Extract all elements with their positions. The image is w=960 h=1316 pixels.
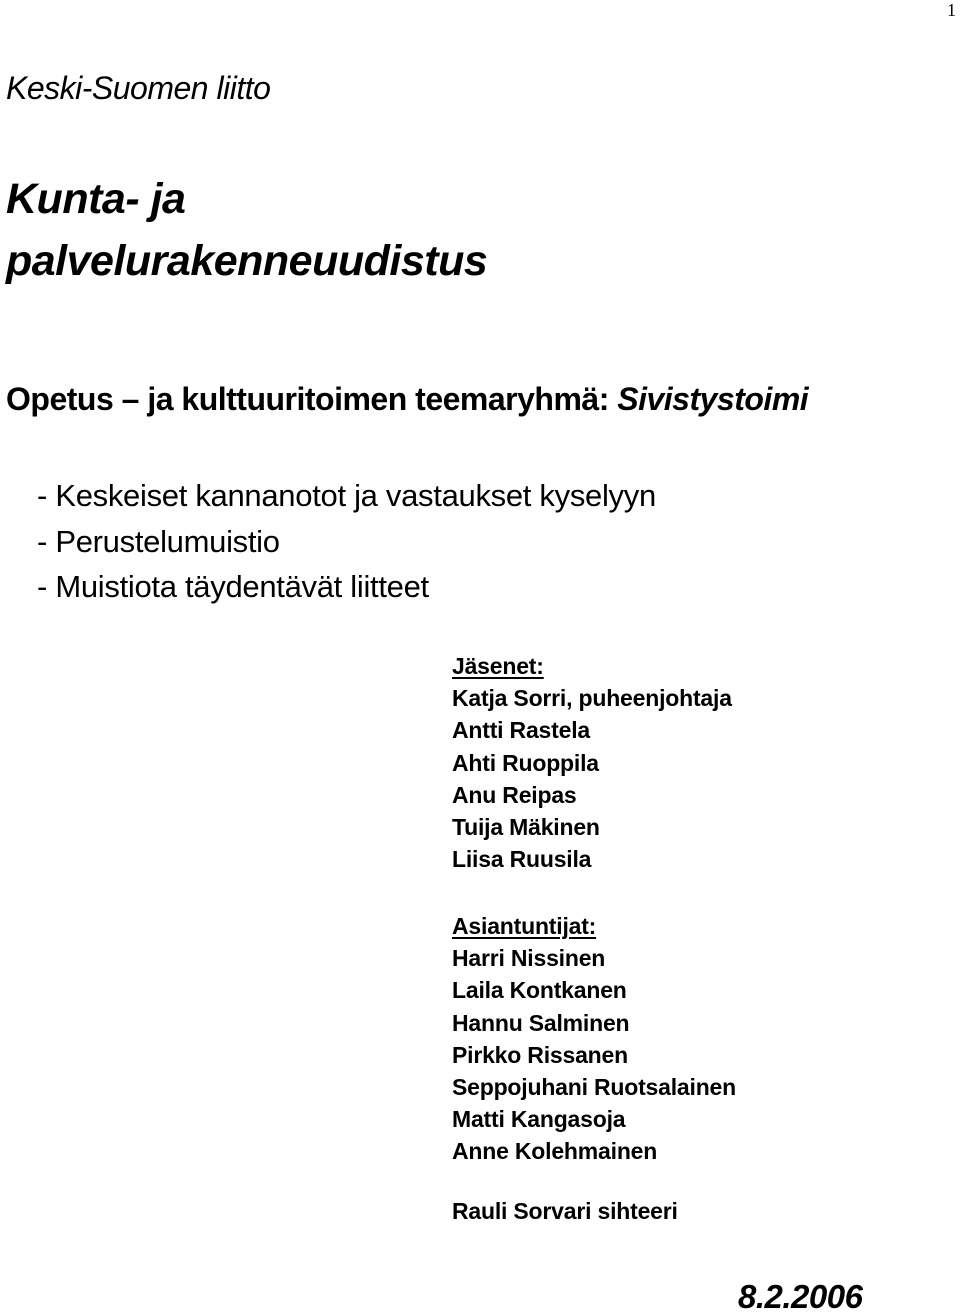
members-heading: Jäsenet: bbox=[452, 653, 544, 679]
members-list bbox=[452, 650, 732, 875]
experts-list bbox=[452, 910, 736, 1168]
expert-name: Laila Kontkanen bbox=[452, 977, 627, 1004]
document-title bbox=[6, 168, 487, 292]
document-date: 8.2.2006 bbox=[738, 1278, 863, 1315]
contents-list bbox=[37, 473, 656, 610]
member-name: Tuija Mäkinen bbox=[452, 814, 600, 841]
expert-name: Seppojuhani Ruotsalainen bbox=[452, 1074, 737, 1101]
member-name: Liisa Ruusila bbox=[452, 846, 592, 873]
contents-item: - Perustelumuistio bbox=[37, 523, 280, 559]
member-name: Antti Rastela bbox=[452, 717, 590, 744]
member-name: Katja Sorri, puheenjohtaja bbox=[452, 685, 732, 712]
contents-item: - Muistiota täydentävät liitteet bbox=[37, 569, 429, 604]
page-number: 1 bbox=[947, 0, 956, 20]
expert-name: Harri Nissinen bbox=[452, 945, 606, 972]
title-line: palvelurakenneuudistus bbox=[6, 237, 488, 285]
expert-name: Pirkko Rissanen bbox=[452, 1041, 628, 1068]
organization-name: Keski-Suomen liitto bbox=[6, 70, 271, 106]
title-line: Kunta- ja bbox=[6, 175, 186, 223]
expert-name: Matti Kangasoja bbox=[452, 1106, 626, 1133]
member-name: Anu Reipas bbox=[452, 781, 577, 808]
expert-name: Hannu Salminen bbox=[452, 1009, 630, 1036]
member-name: Ahti Ruoppila bbox=[452, 749, 599, 776]
theme-name: Sivistystoimi bbox=[617, 381, 809, 417]
experts-heading: Asiantuntijat: bbox=[452, 913, 597, 939]
theme-prefix: Opetus – ja kulttuuritoimen teemaryhmä: bbox=[6, 381, 618, 417]
expert-name: Anne Kolehmainen bbox=[452, 1138, 658, 1165]
theme-group-heading bbox=[6, 381, 808, 418]
secretary: Rauli Sorvari sihteeri bbox=[452, 1198, 678, 1224]
contents-item: - Keskeiset kannanotot ja vastaukset kyselyyn bbox=[37, 478, 656, 513]
